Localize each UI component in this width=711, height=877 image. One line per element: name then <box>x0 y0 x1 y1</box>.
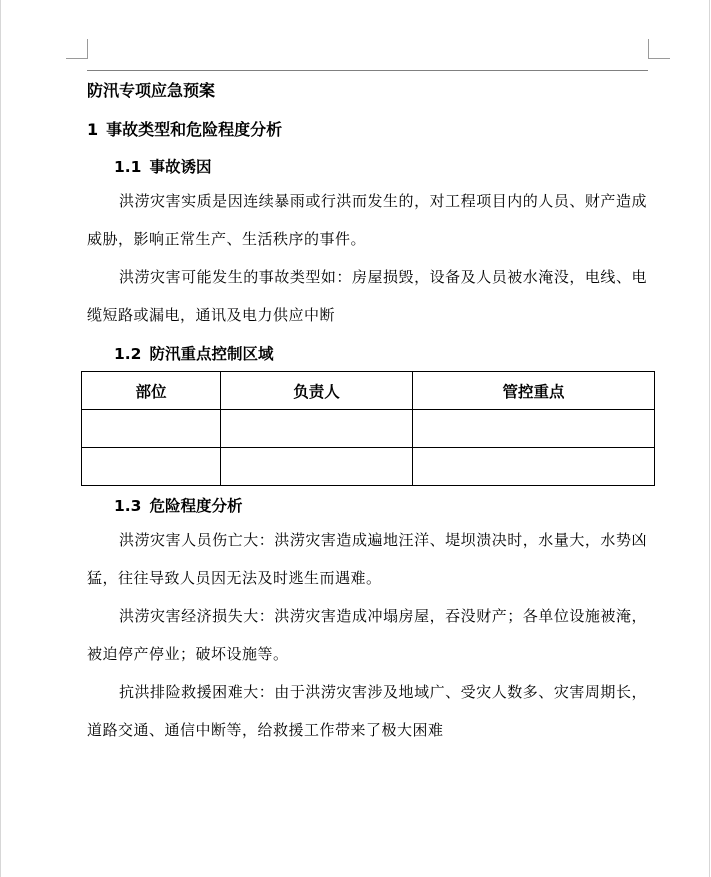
section-1-1-heading <box>114 156 211 178</box>
table-row <box>82 410 655 448</box>
column-header: 负责人 <box>221 372 413 410</box>
table-cell <box>82 448 221 486</box>
crop-mark-top-left <box>66 39 88 59</box>
table-header-row <box>82 372 655 410</box>
paragraph: 洪涝灾害人员伤亡大：洪涝灾害造成遍地汪洋、堤坝溃决时，水量大，水势凶猛，往往导致人员因无法及时逃生而遇难。 <box>87 531 647 587</box>
table-cell <box>82 410 221 448</box>
page-left-edge <box>0 0 1 877</box>
paragraph: 洪涝灾害实质是因连续暴雨或行洪而发生的，对工程项目内的人员、财产造成威胁，影响正常生产、生活秩序的事件。 <box>87 192 647 248</box>
subsection-number: 1.1 <box>114 158 142 176</box>
subsection-title: 防汛重点控制区域 <box>149 345 274 363</box>
paragraph: 洪涝灾害可能发生的事故类型如：房屋损毁，设备及人员被水淹没，电线、电缆短路或漏电，通讯及电力供应中断 <box>87 268 647 324</box>
table-cell <box>413 448 655 486</box>
page-right-edge <box>709 0 710 877</box>
section-1-3-heading <box>114 495 242 517</box>
table-cell <box>221 448 413 486</box>
control-area-table <box>81 371 655 486</box>
subsection-title: 事故诱因 <box>149 158 212 176</box>
subsection-number: 1.2 <box>114 345 142 363</box>
section-title: 事故类型和危险程度分析 <box>106 120 283 139</box>
document-title: 防汛专项应急预案 <box>87 81 216 100</box>
subsection-number: 1.3 <box>114 497 142 515</box>
column-header: 部位 <box>82 372 221 410</box>
section-1-2-heading <box>114 343 273 365</box>
table-cell <box>221 410 413 448</box>
paragraph: 洪涝灾害经济损失大：洪涝灾害造成冲塌房屋，吞没财产；各单位设施被淹，被迫停产停业；破坏设施等。 <box>87 607 647 663</box>
section-number: 1 <box>87 120 99 139</box>
section-1-heading <box>87 119 282 141</box>
crop-mark-top-right <box>648 39 670 59</box>
subsection-title: 危险程度分析 <box>149 497 243 515</box>
header-rule <box>87 70 648 71</box>
table-row <box>82 448 655 486</box>
column-header: 管控重点 <box>413 372 655 410</box>
table-cell <box>413 410 655 448</box>
paragraph: 抗洪排险救援困难大：由于洪涝灾害涉及地域广、受灾人数多、灾害周期长，道路交通、通信中断等，给救援工作带来了极大困难 <box>87 683 647 739</box>
